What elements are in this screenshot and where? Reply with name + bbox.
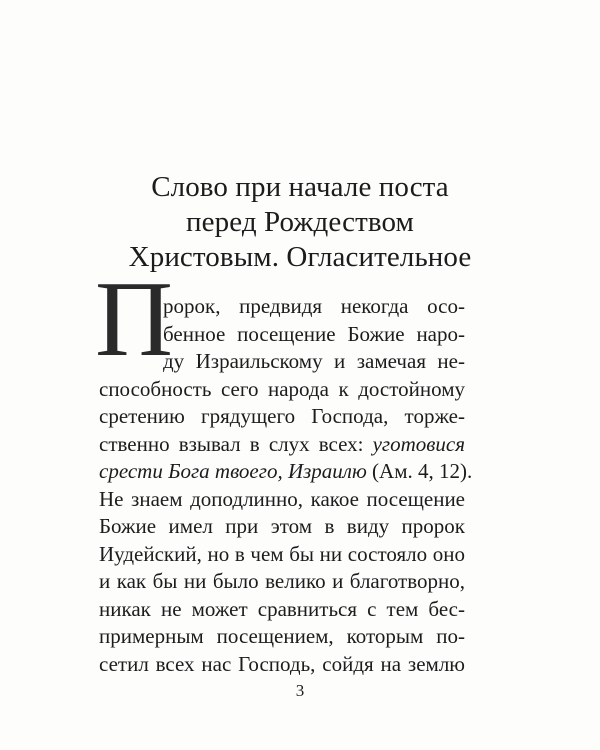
title-line-2: перед Рождеством <box>186 206 414 238</box>
body-line-6 <box>99 430 465 458</box>
page-number: 3 <box>295 681 305 700</box>
body-line-12: никак не может сравниться с тем бес- <box>99 596 465 621</box>
body-line-7 <box>99 457 473 485</box>
scripture-quote-end: срести Бога твоего, Израилю <box>99 459 367 483</box>
title-line-1: Слово при начале поста <box>151 171 449 203</box>
body-line-10: Иудейский, но в чем бы ни состояло оно <box>99 541 465 566</box>
body-line-9: Божие имел при этом в виду пророк <box>99 514 465 538</box>
body-line-13: примерным посещением, которым по- <box>99 624 465 648</box>
body-line-2: бенное посещение Божие наро- <box>163 321 465 346</box>
body-line-4: способность сего народа к достойному <box>99 376 465 401</box>
body-line-6-text: ственно взывал в слух всех: <box>99 431 373 456</box>
body-line-1: ророк, предвидя некогда осо- <box>163 294 465 318</box>
scripture-quote-start: уготовися <box>372 431 465 456</box>
scripture-reference: (Ам. 4, 12). <box>366 459 473 483</box>
body-line-8: Не знаем доподлинно, какое посещение <box>99 486 465 511</box>
body-line-5: сретению грядущего Господа, торже- <box>99 404 465 428</box>
body-line-11: и как бы ни было велико и благотворно, <box>99 569 465 593</box>
title-line-3: Христовым. Огласительное <box>128 241 472 273</box>
body-line-3: ду Израильскому и замечая не- <box>163 349 465 373</box>
body-line-14: сетил всех нас Господь, сойдя на землю <box>99 651 465 676</box>
drop-cap-letter: П <box>95 260 173 379</box>
